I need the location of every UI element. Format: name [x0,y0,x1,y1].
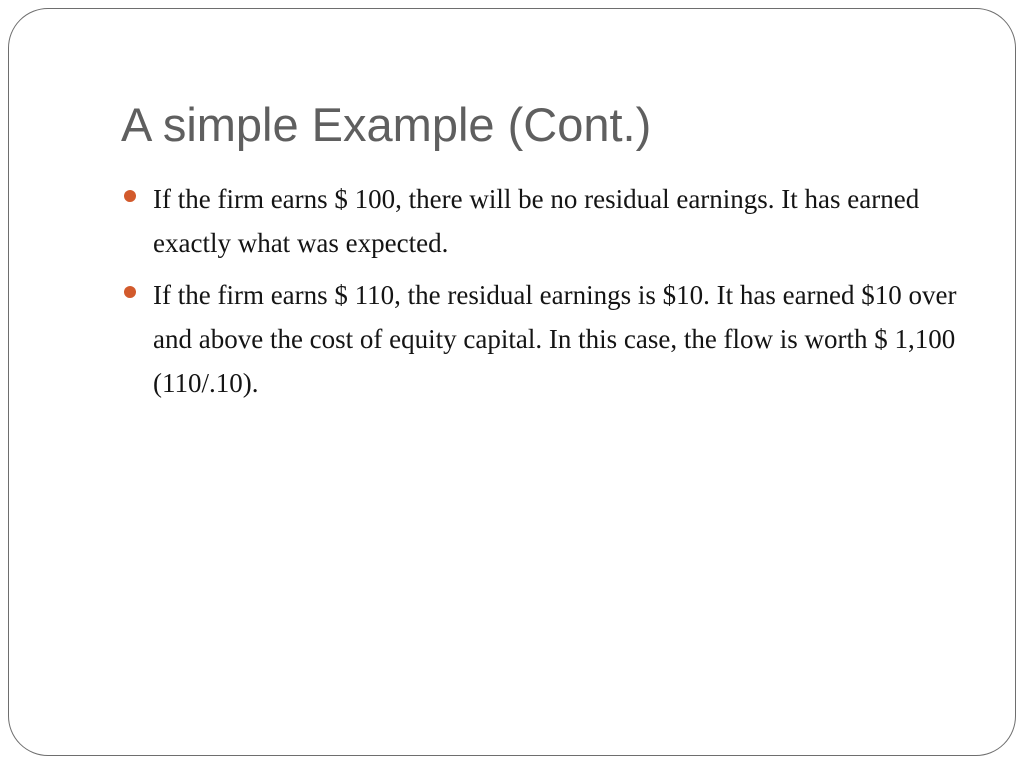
list-item [121,177,971,265]
slide-frame [8,8,1016,756]
bullet-dot-icon [124,190,136,202]
bullet-text: If the firm earns $ 100, there will be no residual earnings. It has earned exactly what was expected. [153,184,920,258]
list-item [121,273,971,405]
slide-title: A simple Example (Cont.) [121,98,652,151]
bullet-dot-icon [124,286,136,298]
bullet-list [121,177,971,413]
bullet-text: If the firm earns $ 110, the residual earnings is $10. It has earned $10 over and above the cost of equity capital. In this case, the flow is worth $ 1,100 (110/.10). [153,280,957,398]
